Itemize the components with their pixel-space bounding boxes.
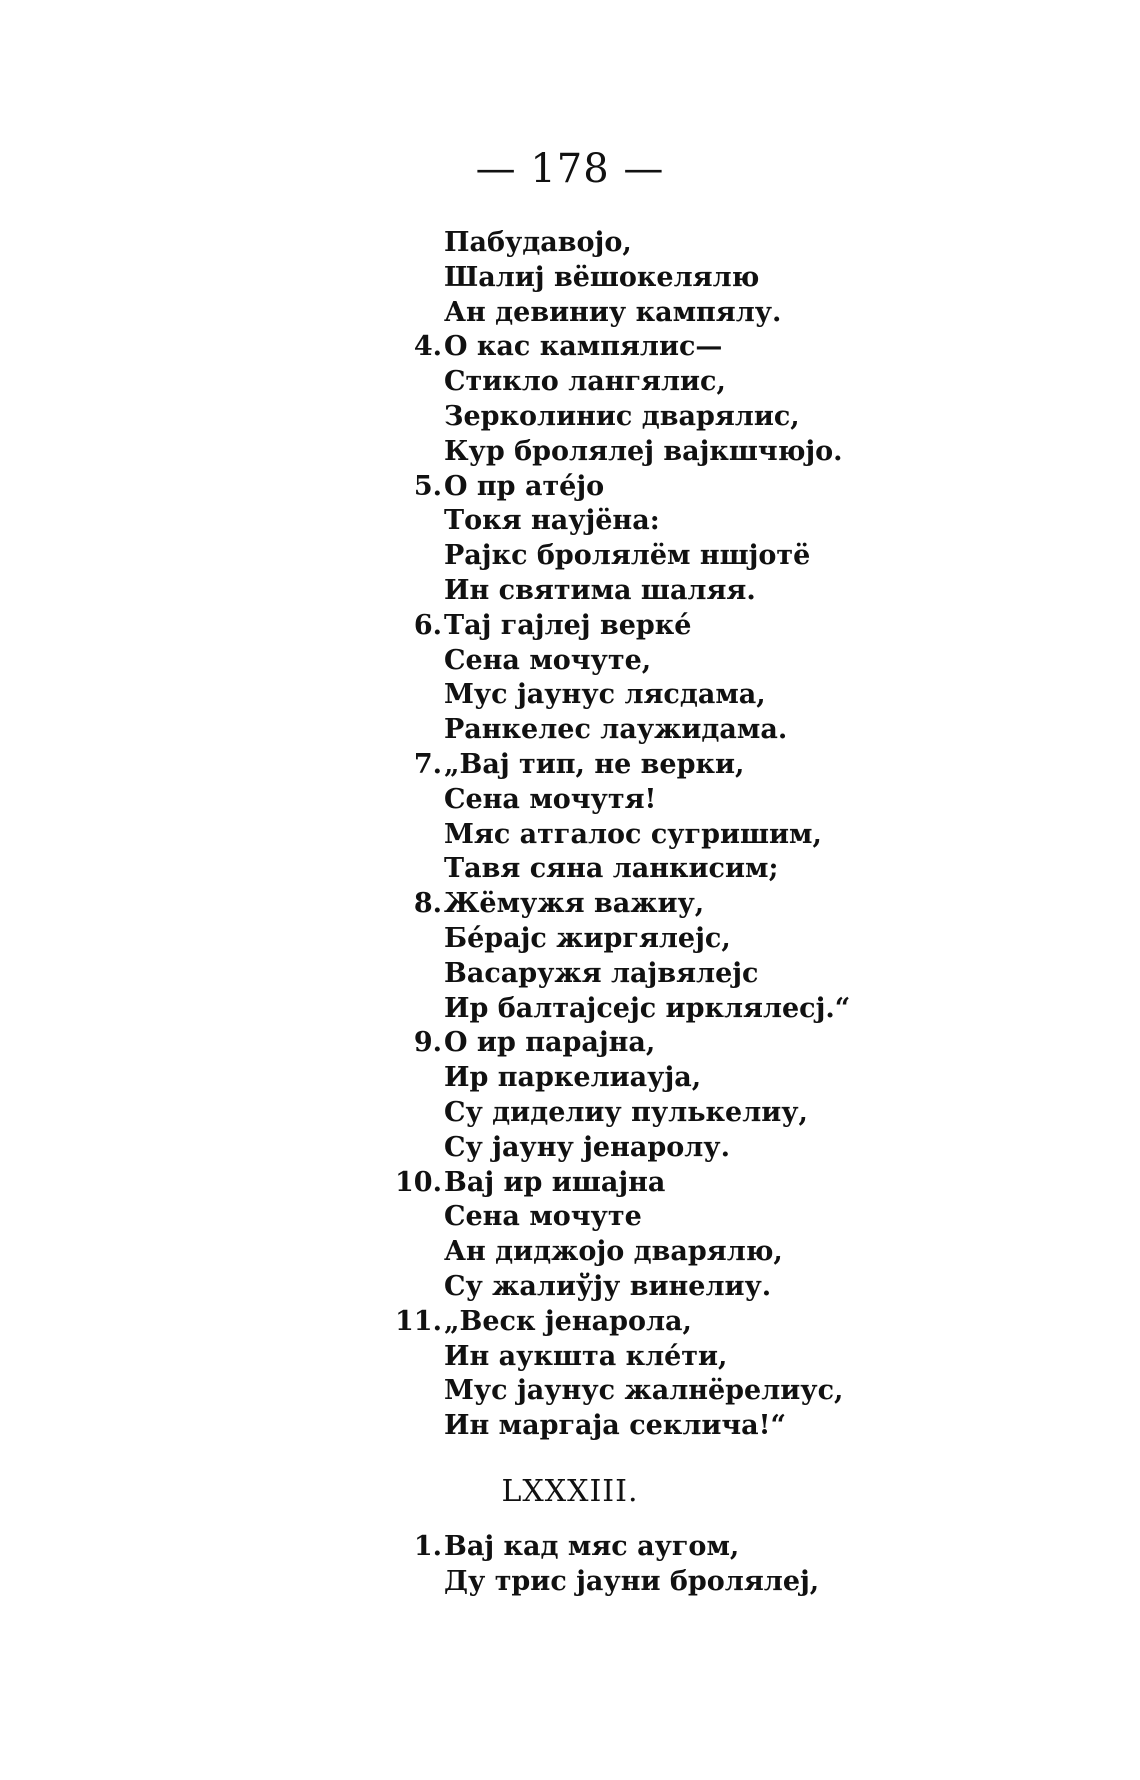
verse-text: Пабудавојо, bbox=[444, 227, 632, 258]
poem-body-2 bbox=[400, 1530, 920, 1600]
verse-line bbox=[400, 783, 920, 818]
verse-text: О пр атéјо bbox=[444, 470, 605, 502]
verse-text: Ин маргаја секлича!“ bbox=[444, 1410, 787, 1442]
verse-line bbox=[400, 574, 920, 609]
verse-line bbox=[400, 1200, 920, 1235]
verse-line bbox=[400, 296, 920, 331]
page-number: — 178 — bbox=[475, 146, 665, 192]
verse-text: Тавя сяна ланкисим; bbox=[444, 853, 779, 885]
verse-text: Бéрајс жиргялејс, bbox=[444, 922, 731, 954]
verse-text: Вај ир ишајна bbox=[444, 1166, 666, 1198]
verse-text: „Веск јенарола, bbox=[444, 1305, 692, 1337]
verse-text: Стикло лангялис, bbox=[444, 366, 726, 398]
verse-line bbox=[400, 435, 920, 470]
verse-text: Мяс атгалос сугришим, bbox=[444, 818, 822, 850]
verse-line bbox=[400, 644, 920, 679]
verse-line bbox=[400, 1565, 920, 1600]
verse-line bbox=[400, 609, 920, 644]
verse-line bbox=[400, 470, 920, 505]
verse-text: Ан девиниу кампялу. bbox=[444, 296, 782, 328]
stanza-number: 8. bbox=[413, 888, 442, 920]
verse-text: „Вај тип, не верки, bbox=[444, 748, 745, 780]
verse-line bbox=[400, 887, 920, 922]
verse-line bbox=[400, 1026, 920, 1061]
verse-text: Су диделиу пулькелиу, bbox=[444, 1096, 808, 1128]
verse-line bbox=[395, 1305, 920, 1340]
verse-line bbox=[400, 365, 920, 400]
verse-text: Мус јаунус лясдама, bbox=[444, 679, 766, 711]
verse-line bbox=[400, 748, 920, 783]
verse-line bbox=[400, 1530, 920, 1565]
verse-text: Васаружя лајвялејс bbox=[444, 957, 759, 989]
verse-text: Ин святима шаляя. bbox=[444, 574, 756, 606]
verse-line bbox=[400, 504, 920, 539]
verse-text: Су јауну јенаролу. bbox=[444, 1131, 730, 1163]
stanza-number: 7. bbox=[413, 748, 442, 780]
stanza-number: 11. bbox=[395, 1305, 442, 1337]
verse-text: О ир парајна, bbox=[444, 1027, 656, 1059]
verse-line bbox=[400, 1270, 920, 1305]
verse-line bbox=[400, 330, 920, 365]
verse-line bbox=[400, 1340, 920, 1375]
verse-line bbox=[400, 261, 920, 296]
verse-text: Кур бролялеј вајкшчюјо. bbox=[444, 435, 843, 467]
verse-line bbox=[400, 1235, 920, 1270]
verse-line bbox=[400, 1061, 920, 1096]
verse-line bbox=[400, 1131, 920, 1166]
stanza-number: 4. bbox=[413, 331, 442, 363]
verse-text: Ранкелес лаужидама. bbox=[444, 714, 788, 746]
verse-line bbox=[400, 1374, 920, 1409]
verse-line bbox=[400, 1096, 920, 1131]
verse-line bbox=[400, 678, 920, 713]
verse-line bbox=[400, 1409, 920, 1444]
verse-text: Сена мочуте, bbox=[444, 644, 652, 676]
verse-line bbox=[400, 992, 920, 1027]
stanza-number: 9. bbox=[413, 1027, 442, 1059]
stanza-number: 1. bbox=[413, 1531, 442, 1562]
verse-text: Токя наујёна: bbox=[444, 505, 660, 537]
verse-text: Мус јаунус жалнёрелиус, bbox=[444, 1375, 844, 1407]
verse-text: Ду трис јауни бролялеј, bbox=[444, 1565, 820, 1597]
verse-text: Сена мочуте bbox=[444, 1201, 642, 1233]
verse-line bbox=[400, 226, 920, 261]
verse-text: О кас кампялис— bbox=[444, 331, 723, 363]
verse-text: Шалиј вёшокелялю bbox=[444, 261, 760, 293]
verse-line bbox=[400, 922, 920, 957]
stanza-number: 10. bbox=[395, 1166, 442, 1198]
verse-text: Ир балтајсејс ирклялесј.“ bbox=[444, 992, 851, 1024]
verse-text: Ин аукшта клéти, bbox=[444, 1340, 728, 1372]
verse-text: Сена мочутя! bbox=[444, 783, 657, 815]
verse-text: Тај гајлеј веркé bbox=[444, 609, 692, 641]
stanza-number: 5. bbox=[413, 470, 442, 502]
verse-text: Зерколинис дварялис, bbox=[444, 400, 800, 432]
verse-line bbox=[400, 713, 920, 748]
verse-text: Вај кад мяс аугом, bbox=[444, 1531, 740, 1562]
verse-line bbox=[400, 400, 920, 435]
verse-text: Жёмужя важиу, bbox=[444, 888, 705, 920]
verse-text: Ир паркелиауја, bbox=[444, 1062, 702, 1094]
verse-line bbox=[400, 957, 920, 992]
section-heading: LXXXIII. bbox=[501, 1474, 639, 1509]
verse-line bbox=[400, 818, 920, 853]
verse-line bbox=[400, 852, 920, 887]
verse-line bbox=[395, 1166, 920, 1201]
verse-line bbox=[400, 539, 920, 574]
verse-text: Су жалиўју винелиу. bbox=[444, 1270, 772, 1302]
stanza-number: 6. bbox=[413, 609, 442, 641]
poem-body bbox=[395, 226, 920, 1444]
verse-text: Ан диджојо дварялю, bbox=[444, 1236, 783, 1268]
verse-text: Рајкс бролялём ншјотё bbox=[444, 540, 811, 572]
